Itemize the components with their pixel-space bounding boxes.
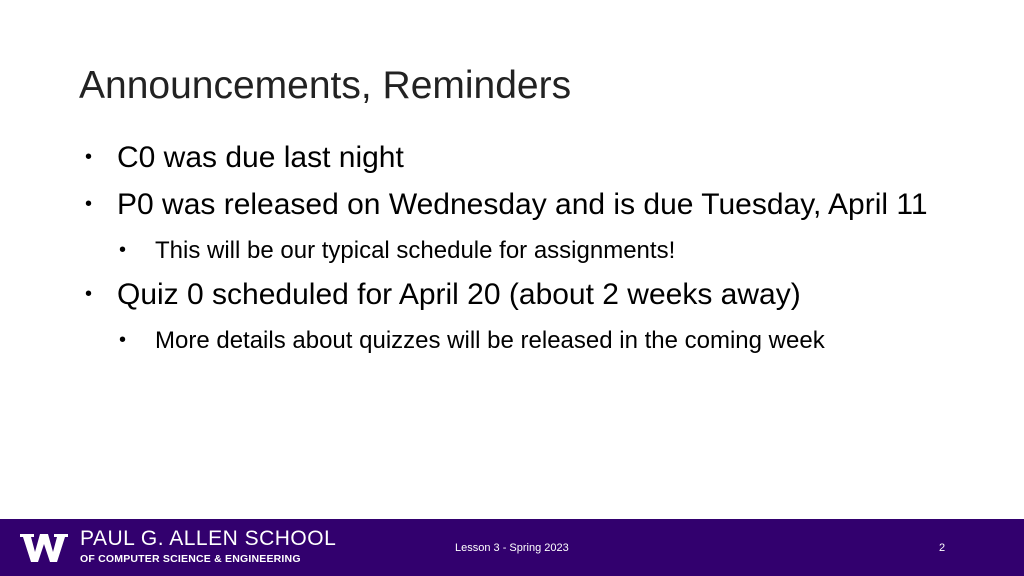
- bullet-marker: •: [85, 283, 93, 305]
- footer-bar: [0, 519, 1024, 576]
- sub-bullet-item: [79, 322, 935, 359]
- bullet-marker: •: [85, 193, 93, 215]
- bullet-marker: •: [119, 239, 127, 261]
- bullet-text: C0 was due last night: [117, 141, 404, 174]
- slide-title: Announcements, Reminders: [79, 64, 572, 107]
- bullet-item: [79, 185, 937, 224]
- bullet-item: [79, 275, 979, 314]
- bullet-text: P0 was released on Wednesday and is due Tuesday, April 11: [117, 188, 928, 221]
- bullet-list: [79, 138, 979, 365]
- lesson-label: Lesson 3 - Spring 2023: [455, 542, 569, 554]
- bullet-marker: •: [119, 329, 127, 351]
- bullet-text: More details about quizzes will be released in the coming week: [155, 327, 825, 354]
- bullet-text: This will be our typical schedule for assignments!: [155, 237, 676, 264]
- bullet-item: [79, 138, 979, 177]
- school-name: PAUL G. ALLEN SCHOOL: [80, 527, 337, 550]
- bullet-text: Quiz 0 scheduled for April 20 (about 2 weeks away): [117, 278, 801, 311]
- sub-bullet-item: [79, 232, 979, 269]
- page-number: 2: [939, 542, 946, 554]
- bullet-marker: •: [85, 146, 93, 168]
- uw-w-logo-icon: [20, 532, 70, 564]
- school-subtitle: OF COMPUTER SCIENCE & ENGINEERING: [80, 553, 301, 565]
